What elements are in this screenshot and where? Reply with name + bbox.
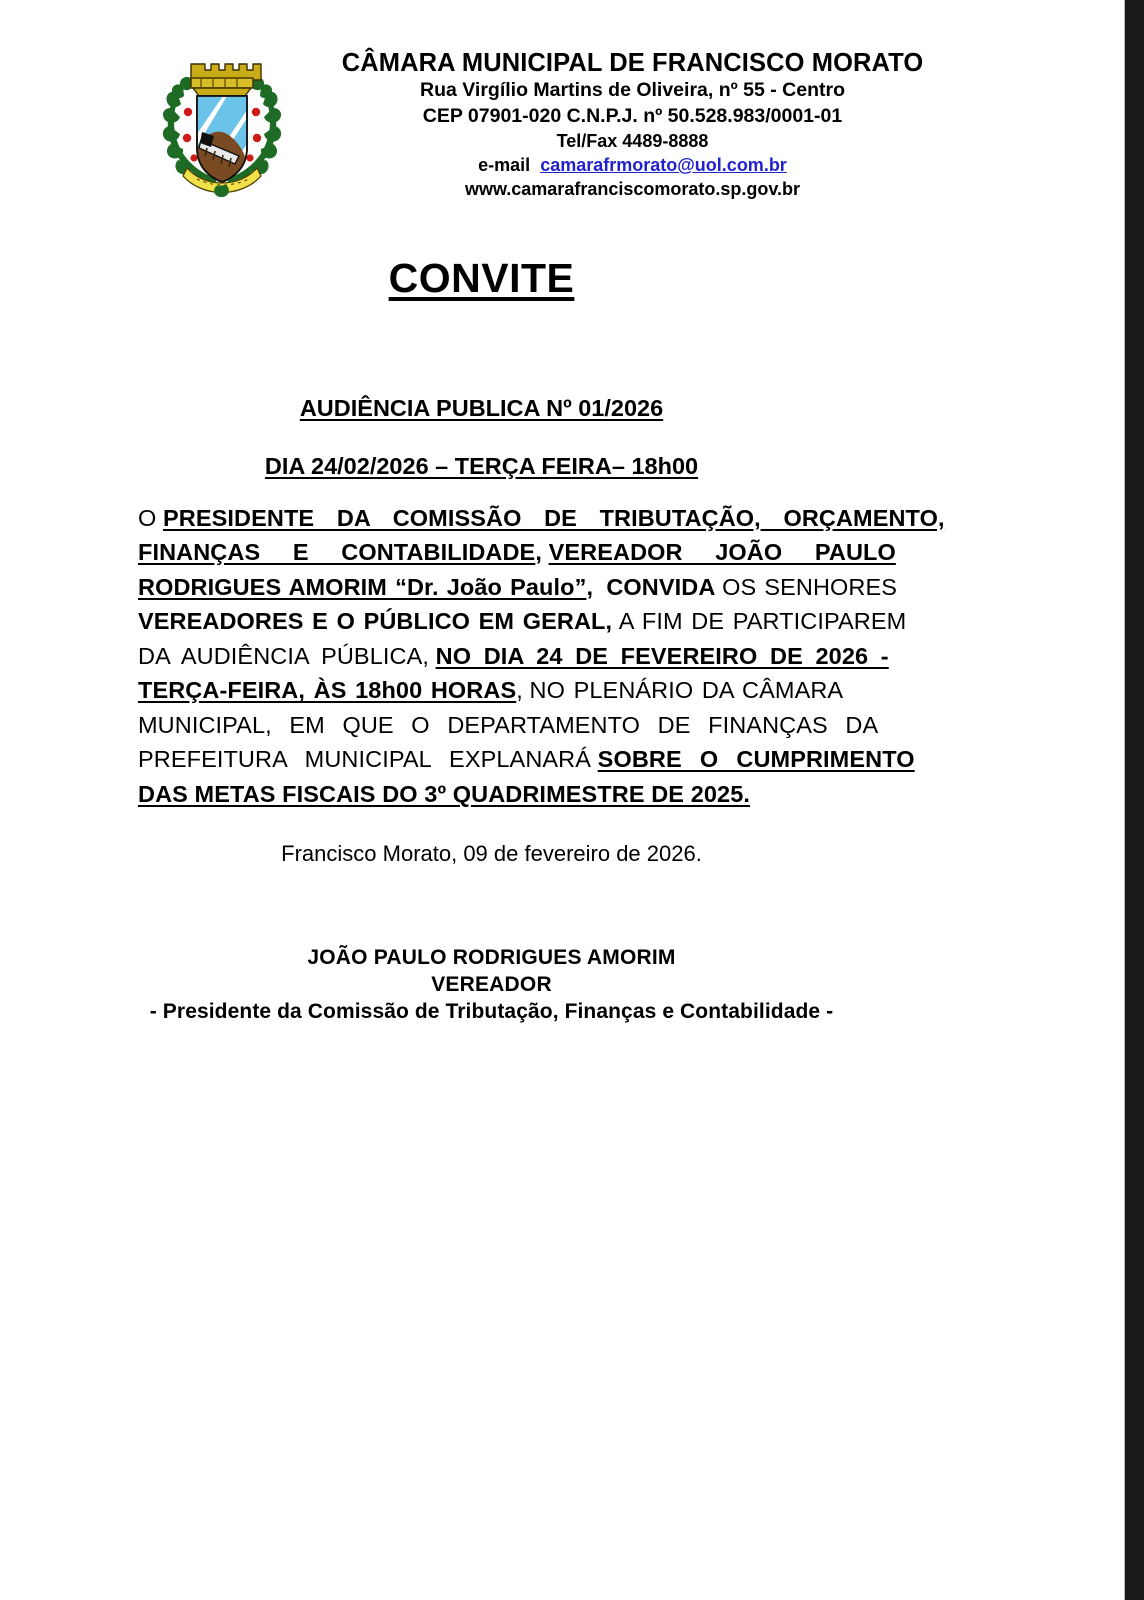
body-line-8-emphasis: SOBRE O CUMPRIMENTO: [597, 746, 915, 773]
body-line-2-comma: ,: [535, 539, 542, 566]
subject-heading-text: AUDIÊNCIA PUBLICA Nº 01/2026: [299, 394, 664, 421]
body-line-6-emphasis: TERÇA-FEIRA, ÀS 18h00 HORAS: [138, 677, 517, 704]
body-line-5-plain: DA AUDIÊNCIA PÚBLICA,: [138, 642, 429, 669]
body-line-7-plain: MUNICIPAL, EM QUE O DEPARTAMENTO DE FINANÇAS DA: [138, 711, 879, 738]
letterhead-text: [292, 48, 1123, 202]
body-line-5-emphasis: NO DIA 24 DE FEVEREIRO DE 2026 -: [435, 642, 889, 669]
page-title: CONVITE: [388, 254, 575, 301]
body-line-6-comma: ,: [516, 677, 523, 704]
body-line-3-convida: CONVIDA: [606, 573, 716, 600]
organization-name: CÂMARA MUNICIPAL DE FRANCISCO MORATO: [341, 49, 924, 77]
date-heading-text: DIA 24/02/2026 – TERÇA FEIRA– 18h00: [264, 452, 699, 479]
date-heading: [0, 453, 1123, 480]
phone-line: Tel/Fax 4489-8888: [556, 130, 709, 151]
signature-block: [0, 945, 1123, 1026]
website-line: www.camarafranciscomorato.sp.gov.br: [464, 178, 801, 199]
body-line-9-emphasis: DAS METAS FISCAIS DO 3º QUADRIMESTRE DE 2025.: [138, 780, 750, 807]
body-line-3-comma: ,: [586, 573, 594, 600]
body-line-8-plain: PREFEITURA MUNICIPAL EXPLANARÁ: [138, 746, 592, 773]
body-line-4-plain: A FIM DE PARTICIPAREM: [618, 608, 907, 635]
cep-cnpj-line: CEP 07901-020 C.N.P.J. nº 50.528.983/0001-01: [422, 105, 843, 127]
body-line-2-emphasis-a: FINANÇAS E CONTABILIDADE: [138, 539, 536, 566]
letterhead: [0, 0, 1123, 202]
body-line-6: [138, 673, 1008, 708]
signatory-commission: - Presidente da Comissão de Tributação, Finanças e Contabilidade -: [149, 999, 834, 1023]
email-link[interactable]: camarafrmorato@uol.com.br: [540, 154, 787, 175]
body-line-4: [138, 604, 1008, 639]
signatory-name: JOÃO PAULO RODRIGUES AMORIM: [307, 946, 676, 970]
place-and-date: Francisco Morato, 09 de fevereiro de 2026.: [281, 841, 702, 867]
body-line-3-plain: OS SENHORES: [722, 573, 898, 600]
body-line-7: [138, 708, 1008, 743]
body-line-1-plain: O: [138, 504, 157, 531]
body-line-3: [138, 570, 1008, 605]
signatory-role: VEREADOR: [431, 973, 552, 997]
body-line-1: [138, 501, 1008, 536]
address-line: Rua Virgílio Martins de Oliveira, nº 55 - Centro: [419, 79, 846, 102]
coat-of-arms-icon: [161, 52, 283, 198]
body-line-2: [138, 535, 1008, 570]
crest-container: [152, 48, 292, 198]
invitation-body: [0, 501, 1123, 812]
subject-heading: [0, 395, 1123, 422]
scan-edge-artifact: [1124, 0, 1144, 1600]
email-label: e-mail: [478, 154, 531, 175]
body-line-9: [138, 777, 1008, 812]
body-line-6-plain: NO PLENÁRIO DA CÂMARA: [529, 677, 844, 704]
body-line-3-emphasis: RODRIGUES AMORIM “Dr. João Paulo”: [138, 573, 587, 600]
body-line-1-emphasis: PRESIDENTE DA COMISSÃO DE TRIBUTAÇÃO, ORÇAMENTO,: [163, 504, 945, 531]
body-line-4-emphasis: VEREADORES E O PÚBLICO EM GERAL,: [138, 608, 613, 635]
body-line-5: [138, 639, 1008, 674]
body-line-2-emphasis-b: VEREADOR JOÃO PAULO: [548, 539, 896, 566]
body-line-8: [138, 742, 1008, 777]
email-line: [292, 154, 973, 178]
